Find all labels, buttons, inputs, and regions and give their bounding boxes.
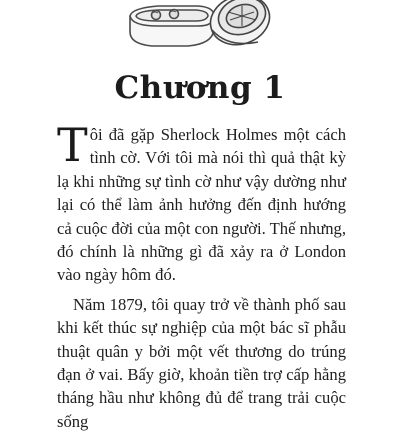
snuff-box-illustration <box>118 0 278 66</box>
paragraph-1 <box>57 118 346 287</box>
open-box-drawing <box>130 6 214 46</box>
chapter-body <box>57 118 346 433</box>
paragraph-1-text: ôi đã gặp Sherlock Holmes một cách tình cờ. Với tôi mà nói thì quả thật kỳ lạ khi những sự tình cờ như vậy dường như lại có thể làm ảnh hưởng đến định hướng cả cuộc đời của một con người. Thế nhưng, đó chính là những gì đã xảy ra ở London vào ngày hôm đó. <box>57 125 346 285</box>
paragraph-2 <box>57 293 346 433</box>
round-lid-drawing <box>204 0 276 52</box>
paragraph-2-text: Năm 1879, tôi quay trở về thành phố sau khi kết thúc sự nghiệp của một bác sĩ phẫu thuật quân y bởi một vết thương do trúng đạn ở vai. Bấy giờ, khoản tiền trợ cấp hằng tháng hầu như không đủ để trang trải cuộc sống <box>57 294 346 431</box>
chapter-title: Chương 1 <box>114 70 286 106</box>
drop-cap-letter: T <box>57 118 88 172</box>
